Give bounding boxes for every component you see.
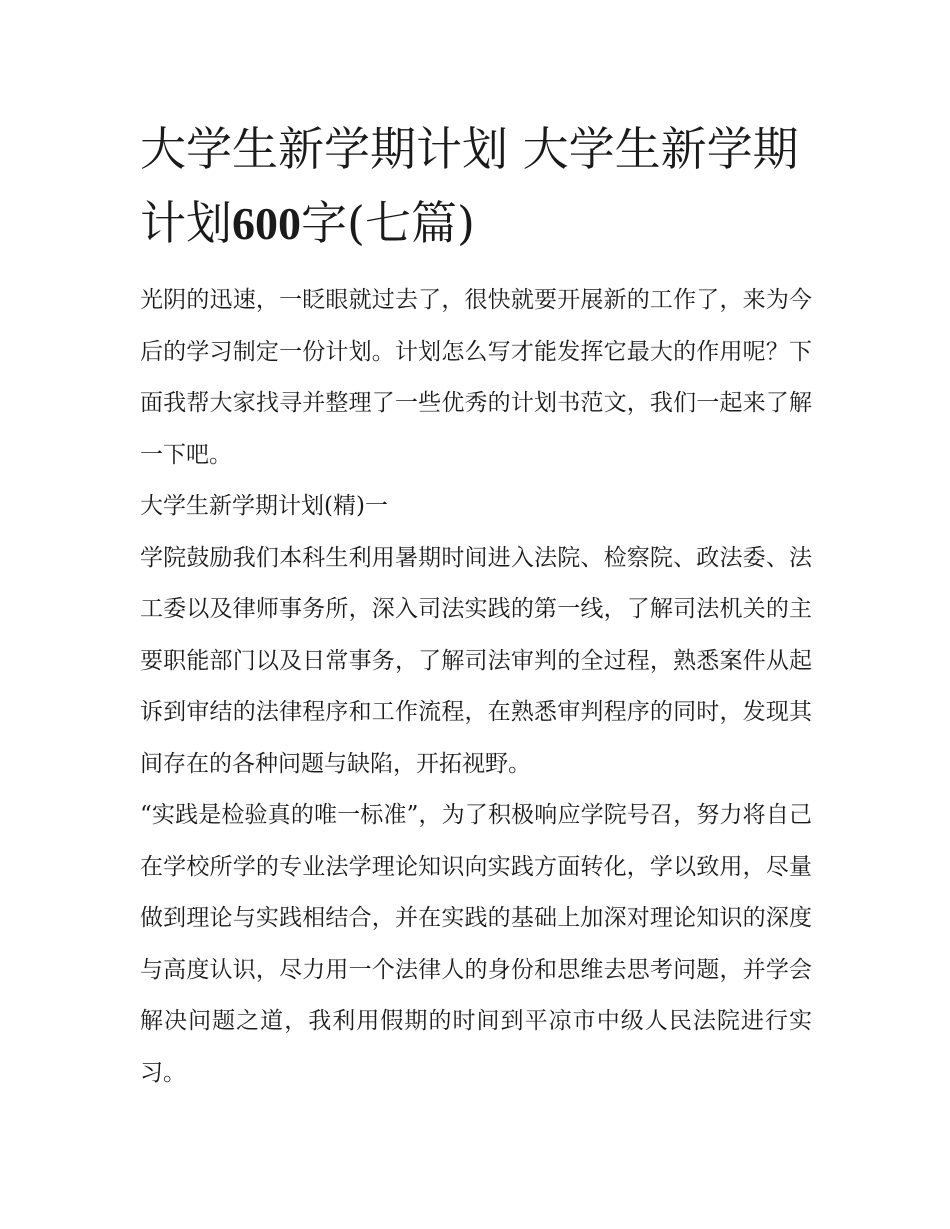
- title-text-part1: 大学生新学期计划 大学生新学期计划: [140, 122, 799, 250]
- body-paragraph: “实践是检验真的唯一标准”，为了积极响应学院号召，努力将自己在学校所学的专业法学理论知识向实践方面转化，学以致用，尽量做到理论与实践相结合，并在实践的基础上加深对理论知识的深度与高度认识，尽力用一个法律人的身份和思维去思考问题，并学会解决问题之道，我利用假期的时间到平凉市中级人民法院进行实习。: [140, 802, 812, 1086]
- section-heading: 大学生新学期计划(精)一: [140, 493, 388, 519]
- title-text-part2: 字(七篇): [301, 196, 475, 250]
- body-paragraph: 学院鼓励我们本科生利用暑期时间进入法院、检察院、政法委、法工委以及律师事务所，深入司法实践的第一线，了解司法机关的主要职能部门以及日常事务，了解司法审判的全过程，熟悉案件从起诉到审结的法律程序和工作流程，在熟悉审判程序的同时，发现其间存在的各种问题与缺陷，开拓视野。: [140, 544, 812, 777]
- document-title: [140, 112, 812, 261]
- title-number: 600: [232, 198, 301, 249]
- intro-paragraph: 光阴的迅速，一眨眼就过去了，很快就要开展新的工作了，来为今后的学习制定一份计划。计划怎么写才能发挥它最大的作用呢？下面我帮大家找寻并整理了一些优秀的计划书范文，我们一起来了解一下吧。: [140, 287, 812, 468]
- document-content: [140, 112, 812, 1099]
